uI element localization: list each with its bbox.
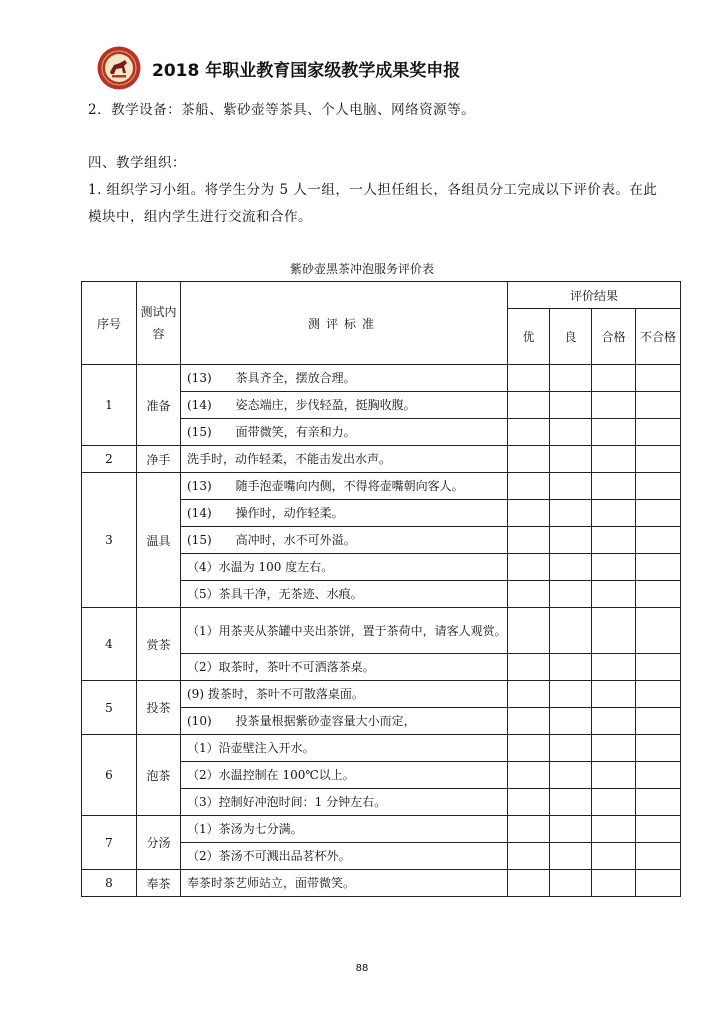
row-number: 7 bbox=[82, 816, 137, 870]
criterion-cell bbox=[181, 843, 508, 870]
grade-cell bbox=[636, 789, 681, 816]
criterion-cell bbox=[181, 581, 508, 608]
grade-cell bbox=[636, 681, 681, 708]
criterion-text: （1）用茶夹从茶罐中夹出茶饼，置于茶荷中，请客人观赏。 bbox=[187, 623, 507, 638]
header-number: 序号 bbox=[82, 282, 137, 365]
criterion-text: （5）茶具干净，无茶迹、水痕。 bbox=[187, 587, 363, 601]
grade-cell bbox=[508, 870, 550, 897]
header-grade-good: 良 bbox=[550, 309, 592, 365]
grade-cell bbox=[508, 816, 550, 843]
row-number: 5 bbox=[82, 681, 137, 735]
criterion-cell bbox=[181, 446, 508, 473]
grade-cell bbox=[550, 789, 592, 816]
grade-cell bbox=[592, 365, 636, 392]
grade-cell bbox=[508, 789, 550, 816]
criterion-text: （2）水温控制在 100℃以上。 bbox=[187, 768, 355, 782]
grade-cell bbox=[550, 870, 592, 897]
evaluation-table bbox=[81, 281, 681, 897]
grade-cell bbox=[550, 554, 592, 581]
criterion-cell bbox=[181, 870, 508, 897]
criterion-cell bbox=[181, 681, 508, 708]
grade-cell bbox=[550, 654, 592, 681]
row-number: 1 bbox=[82, 365, 137, 446]
header-result: 评价结果 bbox=[508, 282, 681, 309]
grade-cell bbox=[550, 500, 592, 527]
row-number: 8 bbox=[82, 870, 137, 897]
grade-cell bbox=[550, 581, 592, 608]
criterion-text: （2）取茶时，茶叶不可洒落茶桌。 bbox=[187, 660, 375, 674]
header-grade-excellent: 优 bbox=[508, 309, 550, 365]
grade-cell bbox=[592, 789, 636, 816]
row-item: 净手 bbox=[137, 446, 181, 473]
criterion-cell bbox=[181, 708, 508, 735]
grade-cell bbox=[508, 735, 550, 762]
table-row bbox=[82, 608, 681, 654]
criterion-text: (15) 面带微笑，有亲和力。 bbox=[187, 425, 356, 439]
grade-cell bbox=[508, 419, 550, 446]
criterion-cell bbox=[181, 816, 508, 843]
criterion-cell bbox=[181, 608, 508, 654]
table-row bbox=[82, 816, 681, 843]
grade-cell bbox=[636, 762, 681, 789]
grade-cell bbox=[636, 581, 681, 608]
page-number: 88 bbox=[355, 963, 369, 974]
grade-cell bbox=[592, 608, 636, 654]
grade-cell bbox=[592, 500, 636, 527]
criterion-text: (13) 茶具齐全，摆放合理。 bbox=[187, 371, 356, 385]
header-criteria: 测评标准 bbox=[181, 282, 508, 365]
grade-cell bbox=[636, 446, 681, 473]
criterion-text: (13) 随手泡壶嘴向内侧，不得将壶嘴朝向客人。 bbox=[187, 479, 464, 493]
grade-cell bbox=[550, 762, 592, 789]
grade-cell bbox=[550, 708, 592, 735]
grade-cell bbox=[636, 554, 681, 581]
grade-cell bbox=[592, 681, 636, 708]
criterion-cell bbox=[181, 392, 508, 419]
grade-cell bbox=[592, 554, 636, 581]
grade-cell bbox=[550, 608, 592, 654]
row-number: 6 bbox=[82, 735, 137, 816]
grade-cell bbox=[508, 681, 550, 708]
grade-cell bbox=[636, 843, 681, 870]
criterion-text: （2）茶汤不可溅出品茗杯外。 bbox=[187, 849, 351, 863]
grade-cell bbox=[508, 527, 550, 554]
grade-cell bbox=[592, 708, 636, 735]
grouping-line-2: 模块中，组内学生进行交流和合作。 bbox=[88, 209, 312, 225]
grade-cell bbox=[636, 365, 681, 392]
row-item: 奉茶 bbox=[137, 870, 181, 897]
grade-cell bbox=[508, 365, 550, 392]
criterion-cell bbox=[181, 654, 508, 681]
grade-cell bbox=[592, 816, 636, 843]
grade-cell bbox=[592, 870, 636, 897]
school-emblem-icon bbox=[96, 45, 142, 91]
grade-cell bbox=[550, 365, 592, 392]
grade-cell bbox=[636, 708, 681, 735]
grade-cell bbox=[592, 446, 636, 473]
grade-cell bbox=[550, 735, 592, 762]
grade-cell bbox=[592, 654, 636, 681]
grouping-line-1: 1. 组织学习小组。将学生分为 5 人一组，一人担任组长，各组员分工完成以下评价表。在此 bbox=[88, 182, 658, 198]
criterion-text: （1）茶汤为七分满。 bbox=[187, 822, 303, 836]
criterion-cell bbox=[181, 735, 508, 762]
grade-cell bbox=[508, 762, 550, 789]
table-row bbox=[82, 446, 681, 473]
grade-cell bbox=[508, 708, 550, 735]
grade-cell bbox=[636, 816, 681, 843]
grade-cell bbox=[636, 870, 681, 897]
section-heading: 四、教学组织： bbox=[88, 155, 186, 171]
criterion-text: (14) 操作时，动作轻柔。 bbox=[187, 506, 344, 520]
grade-cell bbox=[592, 762, 636, 789]
header-grade-pass: 合格 bbox=[592, 309, 636, 365]
table-row bbox=[82, 681, 681, 708]
grade-cell bbox=[636, 500, 681, 527]
criterion-text: （3）控制好冲泡时间：1 分钟左右。 bbox=[187, 795, 387, 809]
criterion-text: 奉茶时茶艺师站立，面带微笑。 bbox=[187, 876, 356, 890]
grade-cell bbox=[550, 473, 592, 500]
page-header bbox=[96, 44, 460, 92]
criterion-cell bbox=[181, 419, 508, 446]
grade-cell bbox=[550, 446, 592, 473]
row-number: 2 bbox=[82, 446, 137, 473]
equipment-line: 2．教学设备：茶船、紫砂壶等茶具、个人电脑、网络资源等。 bbox=[88, 102, 476, 118]
row-number: 3 bbox=[82, 473, 137, 608]
grade-cell bbox=[550, 527, 592, 554]
row-item: 赏茶 bbox=[137, 608, 181, 681]
criterion-text: (9) 拨茶时，茶叶不可散落桌面。 bbox=[187, 687, 364, 701]
grade-cell bbox=[508, 843, 550, 870]
row-item: 泡茶 bbox=[137, 735, 181, 816]
criterion-cell bbox=[181, 500, 508, 527]
grade-cell bbox=[636, 473, 681, 500]
grade-cell bbox=[508, 581, 550, 608]
table-row bbox=[82, 365, 681, 392]
criterion-text: (10) 投茶量根据紫砂壶容量大小而定， bbox=[187, 714, 416, 728]
table-row bbox=[82, 735, 681, 762]
grade-cell bbox=[508, 608, 550, 654]
grade-cell bbox=[636, 392, 681, 419]
row-item: 投茶 bbox=[137, 681, 181, 735]
criterion-cell bbox=[181, 789, 508, 816]
grade-cell bbox=[592, 419, 636, 446]
row-item: 温具 bbox=[137, 473, 181, 608]
grade-cell bbox=[636, 419, 681, 446]
criterion-text: （1）沿壶壁注入开水。 bbox=[187, 741, 315, 755]
header-title: 2018 年职业教育国家级教学成果奖申报 bbox=[152, 60, 461, 81]
grade-cell bbox=[550, 419, 592, 446]
grade-cell bbox=[508, 473, 550, 500]
row-item: 分汤 bbox=[137, 816, 181, 870]
table-row bbox=[82, 473, 681, 500]
grade-cell bbox=[636, 735, 681, 762]
header-content: 测试内容 bbox=[137, 282, 181, 365]
grade-cell bbox=[508, 654, 550, 681]
criterion-text: 洗手时，动作轻柔，不能击发出水声。 bbox=[187, 452, 392, 466]
row-number: 4 bbox=[82, 608, 137, 681]
row-item: 准备 bbox=[137, 365, 181, 446]
criterion-text: (15) 高冲时，水不可外溢。 bbox=[187, 533, 356, 547]
grade-cell bbox=[508, 392, 550, 419]
grade-cell bbox=[592, 581, 636, 608]
grade-cell bbox=[508, 554, 550, 581]
grade-cell bbox=[592, 473, 636, 500]
grade-cell bbox=[636, 527, 681, 554]
grade-cell bbox=[636, 608, 681, 654]
table-title: 紫砂壶黑茶冲泡服务评价表 bbox=[289, 262, 434, 276]
grade-cell bbox=[636, 654, 681, 681]
grade-cell bbox=[550, 843, 592, 870]
criterion-cell bbox=[181, 762, 508, 789]
grade-cell bbox=[592, 843, 636, 870]
table-row bbox=[82, 870, 681, 897]
criterion-cell bbox=[181, 554, 508, 581]
grade-cell bbox=[550, 681, 592, 708]
grade-cell bbox=[508, 446, 550, 473]
grade-cell bbox=[550, 816, 592, 843]
criterion-text: (14) 姿态端庄，步伐轻盈，挺胸收腹。 bbox=[187, 398, 416, 412]
criterion-text: （4）水温为 100 度左右。 bbox=[187, 560, 334, 574]
criterion-cell bbox=[181, 527, 508, 554]
grade-cell bbox=[592, 735, 636, 762]
grade-cell bbox=[592, 527, 636, 554]
criterion-cell bbox=[181, 365, 508, 392]
grade-cell bbox=[550, 392, 592, 419]
grade-cell bbox=[592, 392, 636, 419]
header-grade-fail: 不合格 bbox=[636, 309, 681, 365]
grade-cell bbox=[508, 500, 550, 527]
criterion-cell bbox=[181, 473, 508, 500]
